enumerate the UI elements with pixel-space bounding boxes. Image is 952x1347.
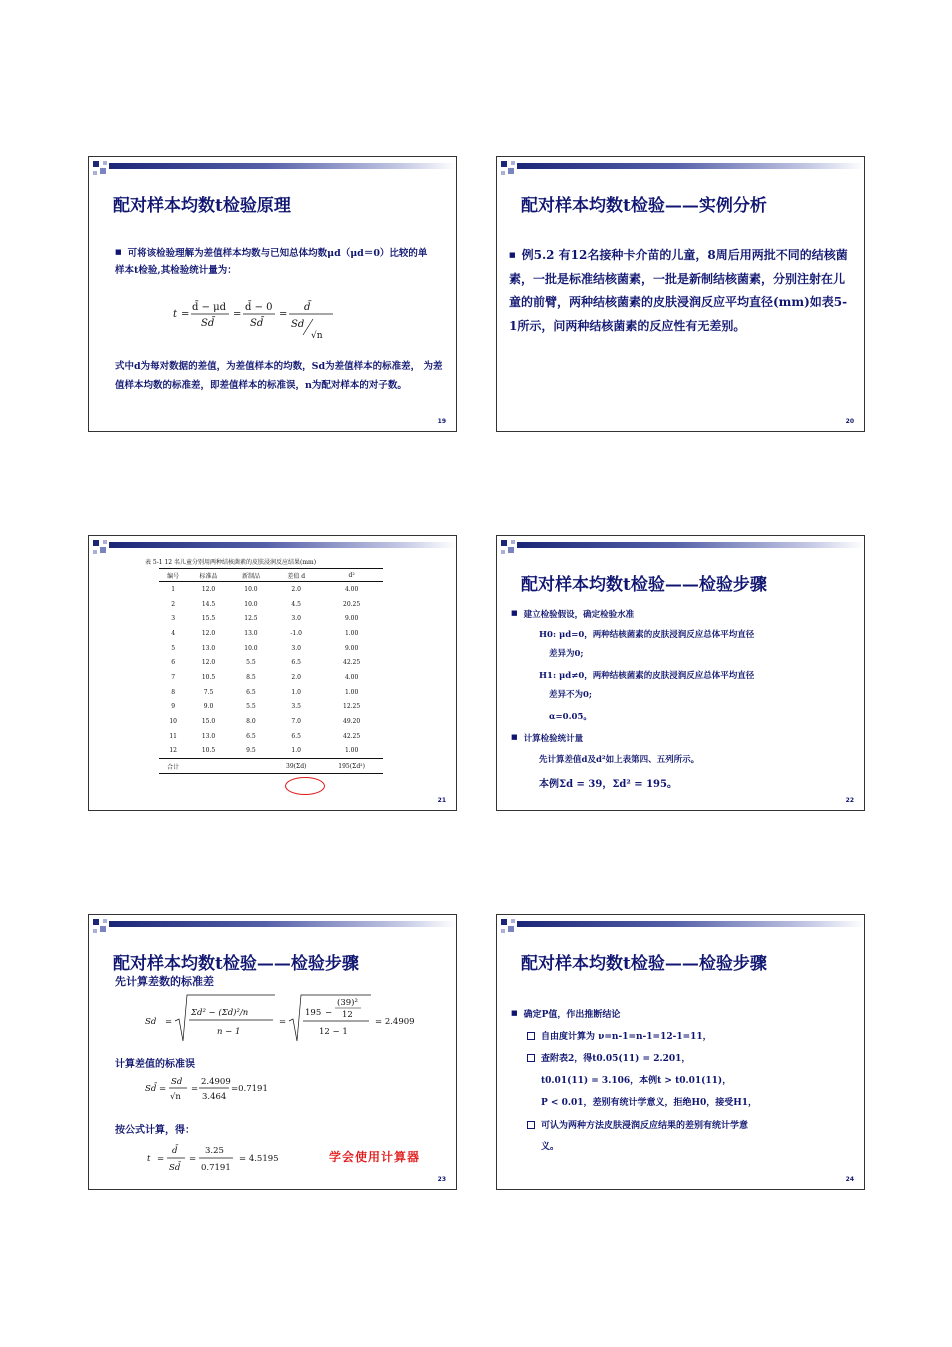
table-sum-label: 合计 bbox=[159, 759, 187, 774]
table-row bbox=[159, 714, 383, 729]
bullet-icon: ■ bbox=[115, 247, 122, 256]
table-cell: 12.5 bbox=[244, 615, 258, 623]
se-result: =0.7191 bbox=[231, 1084, 268, 1094]
table-cell: 6.5 bbox=[246, 732, 256, 740]
sd-numerator: Σd² − (Σd)²/n bbox=[191, 1008, 249, 1018]
result-line: P < 0.01，差别有统计学意义，拒绝H0，接受H1， bbox=[541, 1098, 758, 1108]
formula-eq: = bbox=[233, 309, 242, 320]
corner-square-icon bbox=[501, 929, 505, 933]
table-cell: 1.0 bbox=[291, 688, 301, 696]
corner-square-icon bbox=[508, 926, 514, 932]
se-formula bbox=[139, 1069, 339, 1109]
formula-eq: = bbox=[279, 309, 288, 320]
svg-text:=: = bbox=[191, 1084, 199, 1094]
hypothesis-h1-cont: 差异不为0; bbox=[549, 690, 593, 700]
table-cell: 1.00 bbox=[344, 688, 359, 696]
sd-lhs: Sd bbox=[145, 1017, 157, 1027]
slide-paragraph: 式中d为每对数据的差值，为差值样本的均数，Sd为差值样本的标准差， 为差值样本均数的标准差，即差值样本的标准误，n为配对样本的对子数。 bbox=[115, 361, 443, 391]
table-header: 编号 bbox=[159, 569, 187, 582]
formula-den1: Sd̄ bbox=[201, 318, 215, 329]
corner-square-icon bbox=[103, 919, 107, 923]
se-lhs: Sd̄ bbox=[145, 1084, 157, 1094]
result-line: 义。 bbox=[541, 1142, 560, 1152]
hollow-bullet-icon bbox=[527, 1054, 535, 1062]
slide-header-bar bbox=[517, 163, 864, 169]
hypothesis-h1: H1: μd≠0，两种结核菌素的皮肤浸润反应总体平均直径 bbox=[539, 671, 755, 681]
table-cell: 2.0 bbox=[291, 585, 301, 593]
sd-den2: 12 − 1 bbox=[319, 1027, 348, 1037]
slide-header-bar bbox=[517, 921, 864, 927]
table-row bbox=[159, 670, 383, 685]
se-f2-num: 2.4909 bbox=[201, 1077, 231, 1087]
formula-t: t bbox=[173, 309, 178, 320]
slide-paragraph: ■ 例5.2 有12名接种卡介苗的儿童，8周后用两批不同的结核菌素，一批是标准结核菌素，一批是新制结核菌素，分别注射在儿童的前臂，两种结核菌素的皮肤浸润反应平均直径(mm)如表5-1所示，问两种结核菌素的反应性有无差别。 bbox=[509, 248, 848, 333]
table-sum-d2: 195(Σd²) bbox=[320, 759, 383, 774]
corner-square-icon bbox=[508, 547, 514, 553]
svg-text:=: = bbox=[159, 1084, 167, 1094]
table-cell: 3.0 bbox=[291, 615, 301, 623]
table-cell: 8.0 bbox=[246, 718, 256, 726]
table-cell: 15.0 bbox=[201, 718, 216, 726]
se-f1-num: Sd bbox=[171, 1077, 183, 1087]
table-row bbox=[159, 641, 383, 656]
table-row bbox=[159, 685, 383, 700]
table-cell: 1 bbox=[171, 585, 176, 593]
result-line: 自由度计算为 ν=n-1=n-1=12-1=11， bbox=[527, 1029, 712, 1042]
corner-square-icon bbox=[508, 168, 514, 174]
table-cell: 6.5 bbox=[246, 688, 256, 696]
table-cell: 1.00 bbox=[344, 629, 359, 637]
slide-20 bbox=[496, 156, 865, 432]
page-number: 20 bbox=[845, 418, 854, 425]
page-number: 19 bbox=[437, 418, 446, 425]
table-cell: 12.0 bbox=[201, 629, 216, 637]
table-cell: 13.0 bbox=[201, 732, 216, 740]
table-cell: 8.5 bbox=[246, 673, 256, 681]
formula-num2: d̄ − 0 bbox=[245, 302, 273, 313]
table-cell: 15.5 bbox=[201, 615, 216, 623]
table-cell: 12.0 bbox=[201, 585, 216, 593]
calculator-note: 学会使用计算器 bbox=[329, 1150, 421, 1164]
t-formula bbox=[139, 1139, 339, 1179]
slide-title: 配对样本均数t检验——检验步骤 bbox=[521, 575, 767, 595]
sd-num2-b: (39)² bbox=[337, 998, 358, 1008]
corner-square-icon bbox=[511, 540, 515, 544]
table-cell: 10.0 bbox=[244, 644, 258, 652]
table-cell: 12.0 bbox=[201, 659, 216, 667]
svg-text:=: = bbox=[165, 1017, 173, 1027]
corner-square-icon bbox=[501, 540, 507, 546]
table-header: 新制品 bbox=[230, 569, 272, 582]
table-cell: 7 bbox=[171, 673, 176, 681]
slide-title: 配对样本均数t检验——实例分析 bbox=[521, 196, 767, 216]
se-f2-den: 3.464 bbox=[202, 1092, 227, 1102]
corner-square-icon bbox=[103, 161, 107, 165]
corner-square-icon bbox=[93, 550, 97, 554]
calc-line: 先计算差值d及d²如上表第四、五列所示。 bbox=[539, 755, 700, 765]
formula-den2: Sd̄ bbox=[250, 318, 264, 329]
table-cell: 10.0 bbox=[244, 600, 258, 608]
bullet-line: ■ 确定P值，作出推断结论 bbox=[511, 1008, 621, 1020]
page-number: 22 bbox=[845, 797, 854, 804]
slide-24 bbox=[496, 914, 865, 1190]
slide-title: 配对样本均数t检验——检验步骤 bbox=[113, 954, 359, 974]
table-cell: 13.0 bbox=[201, 644, 216, 652]
t-statistic-formula bbox=[173, 291, 343, 345]
sd-num2-c: 12 bbox=[342, 1010, 353, 1020]
svg-text:−: − bbox=[325, 1008, 333, 1018]
table-cell: 49.20 bbox=[343, 718, 361, 726]
table-cell: 3 bbox=[171, 615, 176, 623]
table-cell: 42.25 bbox=[343, 659, 361, 667]
slide-22 bbox=[496, 535, 865, 811]
bullet-line: ■ 建立检验假设，确定检验水准 bbox=[511, 608, 635, 620]
bullet-line: ■ 计算检验统计量 bbox=[511, 732, 584, 744]
table-row bbox=[159, 626, 383, 641]
result-line: 可认为两种方法皮肤浸润反应结果的差别有统计学意 bbox=[527, 1118, 748, 1131]
corner-square-icon bbox=[93, 919, 99, 925]
page-number: 24 bbox=[845, 1176, 854, 1183]
calc-line: 本例Σd = 39，Σd² = 195。 bbox=[539, 779, 677, 790]
table-cell: 9 bbox=[171, 703, 176, 711]
table-caption: 表 5-1 12 名儿童分别用两种结核菌素的皮肤浸润反应结果(mm) bbox=[145, 559, 317, 566]
table-cell: 42.25 bbox=[343, 732, 361, 740]
table-cell: 10.0 bbox=[244, 585, 258, 593]
corner-square-icon bbox=[93, 161, 99, 167]
table-header: 差值 d bbox=[272, 569, 320, 582]
table-cell: 2.0 bbox=[291, 673, 301, 681]
corner-square-icon bbox=[501, 550, 505, 554]
sd-formula bbox=[139, 991, 449, 1051]
t-f2-num: 3.25 bbox=[205, 1146, 224, 1156]
corner-square-icon bbox=[103, 540, 107, 544]
hypothesis-h0-cont: 差异为0; bbox=[549, 649, 584, 659]
table-header: 标准品 bbox=[187, 569, 229, 582]
result-line: 查附表2，得t0.05(11) = 2.201， bbox=[527, 1051, 690, 1064]
result-line: t0.01(11) = 3.106，本例t > t0.01(11)， bbox=[541, 1076, 732, 1086]
table-cell: 10.5 bbox=[201, 673, 216, 681]
hollow-bullet-icon bbox=[527, 1121, 535, 1129]
table-cell: 3.5 bbox=[291, 703, 301, 711]
bullet-icon: ■ bbox=[511, 608, 518, 617]
table-row bbox=[159, 582, 383, 597]
table-cell: 5 bbox=[171, 644, 176, 652]
table-cell: 12 bbox=[169, 747, 177, 755]
sd-num2-a: 195 bbox=[305, 1008, 322, 1018]
formula-den3-b: √n bbox=[311, 331, 323, 341]
slide-19 bbox=[88, 156, 457, 432]
formula-eq: = bbox=[181, 309, 190, 320]
table-cell: 1.00 bbox=[344, 747, 359, 755]
slide-header-bar bbox=[109, 542, 456, 548]
table-cell: 7.5 bbox=[203, 688, 214, 696]
table-cell: 2 bbox=[171, 600, 176, 608]
table-cell: 7.0 bbox=[291, 718, 301, 726]
table-row bbox=[159, 744, 383, 759]
slide-header-bar bbox=[109, 921, 456, 927]
alpha-level: α=0.05。 bbox=[549, 712, 592, 722]
corner-square-icon bbox=[511, 161, 515, 165]
table-cell: 4.5 bbox=[291, 600, 301, 608]
slide-21 bbox=[88, 535, 457, 811]
table-sum-d: 39(Σd) bbox=[272, 759, 320, 774]
hypothesis-h0: H0: μd=0，两种结核菌素的皮肤浸润反应总体平均直径 bbox=[539, 630, 755, 640]
se-f1-den: √n bbox=[170, 1092, 181, 1102]
t-result: = 4.5195 bbox=[239, 1154, 279, 1164]
t-f2-den: 0.7191 bbox=[201, 1163, 231, 1173]
slide-23 bbox=[88, 914, 457, 1190]
corner-square-icon bbox=[501, 161, 507, 167]
t-f1-num: d̄ bbox=[172, 1146, 178, 1156]
table-row bbox=[159, 655, 383, 670]
slide-title: 配对样本均数t检验原理 bbox=[113, 196, 291, 216]
corner-square-icon bbox=[93, 929, 97, 933]
corner-square-icon bbox=[100, 926, 106, 932]
svg-text:=: = bbox=[157, 1154, 165, 1164]
table-cell: 4.00 bbox=[344, 673, 359, 681]
table-cell: 20.25 bbox=[343, 600, 361, 608]
svg-text:=: = bbox=[279, 1017, 287, 1027]
sd-denominator: n − 1 bbox=[217, 1027, 241, 1037]
table-cell: 10.5 bbox=[201, 747, 216, 755]
table-cell: 6.5 bbox=[291, 659, 301, 667]
table-cell: 8 bbox=[171, 688, 176, 696]
data-table bbox=[159, 568, 383, 774]
t-f1-den: Sd̄ bbox=[169, 1163, 181, 1173]
table-cell: 5.5 bbox=[246, 659, 256, 667]
bullet-icon: ■ bbox=[511, 1008, 518, 1017]
hollow-bullet-icon bbox=[527, 1032, 535, 1040]
slide-paragraph: ■ 可将该检验理解为差值样本均数与已知总体均数μd（μd＝0）比较的单样本t检验,其检验统计量为： bbox=[115, 247, 428, 276]
corner-square-icon bbox=[93, 171, 97, 175]
table-cell: 9.0 bbox=[203, 703, 214, 711]
table-row bbox=[159, 611, 383, 626]
corner-square-icon bbox=[501, 919, 507, 925]
table-row bbox=[159, 729, 383, 744]
table-row bbox=[159, 700, 383, 715]
slide-header-bar bbox=[109, 163, 456, 169]
table-header: d² bbox=[320, 569, 383, 582]
table-cell: 3.0 bbox=[291, 644, 301, 652]
table-cell: 14.5 bbox=[201, 600, 216, 608]
formula-num3: d̄ bbox=[304, 302, 311, 313]
corner-square-icon bbox=[501, 171, 505, 175]
svg-text:=: = bbox=[189, 1154, 197, 1164]
corner-square-icon bbox=[100, 547, 106, 553]
slide-title: 配对样本均数t检验——检验步骤 bbox=[521, 954, 767, 974]
slide-subtitle: 先计算差数的标准差 bbox=[115, 975, 214, 988]
formula-den3-a: Sd bbox=[291, 319, 305, 330]
highlight-circle bbox=[285, 777, 325, 795]
bullet-icon: ■ bbox=[511, 732, 518, 741]
table-cell: 12.25 bbox=[343, 703, 361, 711]
page-number: 23 bbox=[437, 1176, 446, 1183]
table-cell: 1.0 bbox=[291, 747, 301, 755]
table-cell: 4.00 bbox=[344, 585, 359, 593]
step-label: 计算差值的标准误 bbox=[115, 1059, 195, 1070]
table-cell: 6 bbox=[171, 659, 176, 667]
table-cell: 9.00 bbox=[344, 615, 359, 623]
formula-num1: d̄ − μd bbox=[192, 302, 227, 313]
table-cell: 11 bbox=[169, 732, 177, 740]
table-cell: 9.5 bbox=[246, 747, 256, 755]
corner-square-icon bbox=[100, 168, 106, 174]
table-cell: 6.5 bbox=[291, 732, 301, 740]
slide-header-bar bbox=[517, 542, 864, 548]
table-cell: -1.0 bbox=[290, 629, 302, 637]
corner-square-icon bbox=[511, 919, 515, 923]
page-number: 21 bbox=[437, 797, 446, 804]
table-cell: 13.0 bbox=[244, 629, 258, 637]
corner-square-icon bbox=[93, 540, 99, 546]
table-cell: 10 bbox=[169, 718, 177, 726]
step-label: 按公式计算，得： bbox=[115, 1125, 195, 1136]
sd-result: = 2.4909 bbox=[375, 1017, 415, 1027]
bullet-icon: ■ bbox=[509, 250, 516, 259]
table-cell: 5.5 bbox=[246, 703, 256, 711]
table-cell: 9.00 bbox=[344, 644, 359, 652]
table-cell: 4 bbox=[171, 629, 176, 637]
table-row bbox=[159, 597, 383, 612]
t-lhs: t bbox=[147, 1154, 151, 1164]
